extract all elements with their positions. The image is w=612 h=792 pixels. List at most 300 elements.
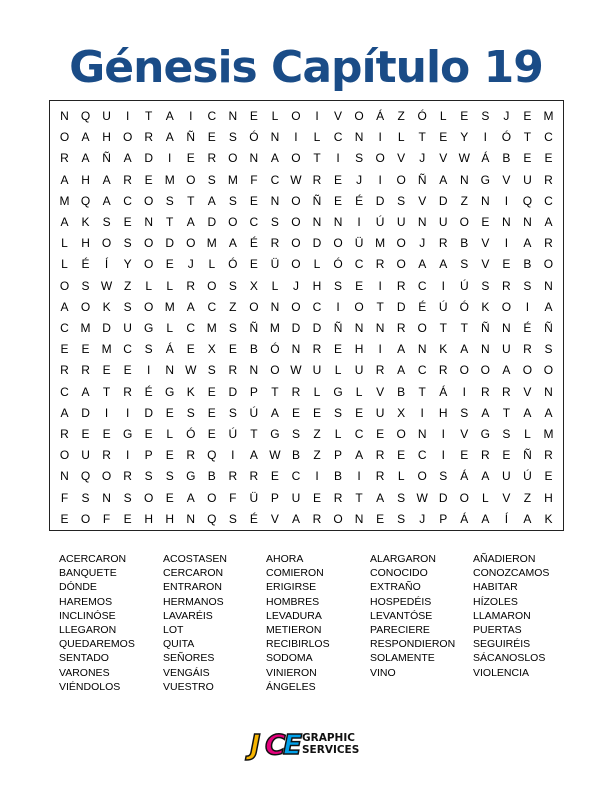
grid-cell[interactable]: Ó <box>249 130 259 145</box>
grid-cell[interactable]: E <box>481 214 490 229</box>
grid-cell[interactable]: E <box>376 511 385 526</box>
grid-cell[interactable]: I <box>504 236 509 251</box>
grid-cell[interactable]: E <box>207 384 216 399</box>
grid-cell[interactable]: N <box>459 172 469 187</box>
grid-cell[interactable]: A <box>418 257 427 272</box>
grid-cell[interactable]: N <box>417 342 427 357</box>
grid-cell[interactable]: D <box>81 405 90 420</box>
grid-cell[interactable]: V <box>481 257 490 272</box>
grid-cell[interactable]: Q <box>207 448 217 463</box>
grid-cell[interactable]: R <box>375 469 385 484</box>
grid-cell[interactable]: T <box>439 320 447 335</box>
grid-cell[interactable]: N <box>544 278 553 293</box>
grid-cell[interactable]: R <box>60 363 69 378</box>
grid-cell[interactable]: Ú <box>438 299 448 314</box>
grid-cell[interactable]: N <box>60 469 69 484</box>
grid-cell[interactable]: Ñ <box>544 320 553 335</box>
grid-cell[interactable]: C <box>207 109 217 123</box>
grid-cell[interactable]: A <box>165 109 174 123</box>
grid-cell[interactable]: S <box>355 151 364 166</box>
grid-cell[interactable]: D <box>312 320 322 335</box>
grid-cell[interactable]: O <box>291 257 301 272</box>
grid-cell[interactable]: C <box>417 448 427 463</box>
grid-cell[interactable]: C <box>60 320 69 335</box>
grid-cell[interactable]: L <box>313 130 321 145</box>
grid-cell[interactable]: S <box>228 130 237 145</box>
grid-cell[interactable]: I <box>378 172 382 187</box>
grid-cell[interactable]: M <box>101 342 112 357</box>
grid-cell[interactable]: É <box>523 320 532 335</box>
grid-cell[interactable]: D <box>144 405 154 420</box>
grid-cell[interactable]: T <box>376 299 384 314</box>
grid-cell[interactable]: D <box>396 299 406 314</box>
grid-cell[interactable]: D <box>291 320 301 335</box>
grid-cell[interactable]: A <box>544 299 553 314</box>
grid-cell[interactable]: R <box>375 257 385 272</box>
grid-cell[interactable]: X <box>249 278 258 293</box>
grid-cell[interactable]: R <box>123 384 132 399</box>
grid-cell[interactable]: O <box>480 363 491 378</box>
grid-cell[interactable]: D <box>375 193 385 208</box>
grid-cell[interactable]: O <box>459 363 469 378</box>
grid-cell[interactable]: N <box>502 214 511 229</box>
grid-cell[interactable]: N <box>249 151 259 166</box>
grid-cell[interactable]: C <box>249 214 259 229</box>
grid-cell[interactable]: O <box>144 257 154 272</box>
grid-cell[interactable]: S <box>460 257 469 272</box>
grid-cell[interactable]: C <box>544 193 553 208</box>
grid-cell[interactable]: I <box>378 342 382 357</box>
grid-cell[interactable]: S <box>334 405 343 420</box>
grid-cell[interactable]: I <box>441 278 445 293</box>
grid-cell[interactable]: E <box>270 469 279 484</box>
grid-cell[interactable]: T <box>271 384 279 399</box>
grid-cell[interactable]: G <box>165 384 175 399</box>
grid-cell[interactable]: L <box>355 384 363 399</box>
grid-cell[interactable]: O <box>80 299 91 314</box>
grid-cell[interactable]: É <box>249 511 258 526</box>
grid-cell[interactable]: I <box>104 405 109 420</box>
grid-cell[interactable]: Ñ <box>249 320 259 335</box>
grid-cell[interactable]: Z <box>229 299 237 314</box>
grid-cell[interactable]: I <box>504 193 509 208</box>
grid-cell[interactable]: M <box>543 109 554 123</box>
grid-cell[interactable]: S <box>207 363 216 378</box>
grid-cell[interactable]: A <box>481 405 490 420</box>
grid-cell[interactable]: G <box>480 426 491 441</box>
grid-cell[interactable]: S <box>228 278 237 293</box>
grid-cell[interactable]: N <box>417 214 427 229</box>
grid-cell[interactable]: U <box>396 214 406 229</box>
grid-cell[interactable]: A <box>376 490 385 505</box>
grid-cell[interactable]: E <box>355 278 364 293</box>
grid-cell[interactable]: O <box>396 172 406 187</box>
grid-cell[interactable]: O <box>144 236 154 251</box>
grid-cell[interactable]: R <box>312 172 322 187</box>
grid-cell[interactable]: A <box>355 448 364 463</box>
grid-cell[interactable]: Q <box>80 109 91 123</box>
grid-cell[interactable]: N <box>144 214 154 229</box>
grid-cell[interactable]: R <box>207 151 217 166</box>
grid-cell[interactable]: A <box>439 172 448 187</box>
grid-cell[interactable]: Ó <box>417 109 427 123</box>
grid-cell[interactable]: R <box>396 320 406 335</box>
grid-cell[interactable]: F <box>250 172 258 187</box>
grid-cell[interactable]: W <box>269 448 281 463</box>
grid-cell[interactable]: C <box>291 469 301 484</box>
grid-cell[interactable]: E <box>102 363 111 378</box>
grid-cell[interactable]: D <box>102 320 111 335</box>
grid-cell[interactable]: O <box>59 130 70 145</box>
grid-cell[interactable]: S <box>523 278 532 293</box>
grid-cell[interactable]: R <box>544 236 553 251</box>
grid-cell[interactable]: H <box>312 278 322 293</box>
grid-cell[interactable]: B <box>502 151 511 166</box>
grid-cell[interactable]: Ü <box>249 490 259 505</box>
grid-cell[interactable]: S <box>228 405 237 420</box>
grid-cell[interactable]: Ñ <box>333 320 343 335</box>
grid-cell[interactable]: A <box>544 405 553 420</box>
grid-cell[interactable]: O <box>291 236 301 251</box>
grid-cell[interactable]: G <box>144 320 154 335</box>
grid-cell[interactable]: L <box>61 257 68 272</box>
grid-cell[interactable]: P <box>144 448 153 463</box>
grid-cell[interactable]: N <box>502 320 511 335</box>
grid-cell[interactable]: E <box>291 405 300 420</box>
grid-cell[interactable]: E <box>186 151 195 166</box>
grid-cell[interactable]: E <box>249 193 258 208</box>
grid-cell[interactable]: A <box>481 469 490 484</box>
grid-cell[interactable]: R <box>523 342 532 357</box>
grid-cell[interactable]: I <box>294 130 298 145</box>
grid-cell[interactable]: A <box>102 172 111 187</box>
grid-cell[interactable]: D <box>438 490 448 505</box>
grid-cell[interactable]: E <box>439 130 448 145</box>
grid-cell[interactable]: G <box>122 426 133 441</box>
grid-cell[interactable]: E <box>544 151 553 166</box>
grid-cell[interactable]: N <box>291 342 301 357</box>
grid-cell[interactable]: V <box>481 236 490 251</box>
grid-cell[interactable]: É <box>144 384 153 399</box>
grid-cell[interactable]: M <box>269 320 280 335</box>
grid-cell[interactable]: A <box>544 214 553 229</box>
grid-cell[interactable]: S <box>165 193 174 208</box>
grid-cell[interactable]: S <box>270 214 279 229</box>
grid-cell[interactable]: U <box>312 363 322 378</box>
grid-cell[interactable]: F <box>229 490 237 505</box>
grid-cell[interactable]: F <box>60 490 69 505</box>
grid-cell[interactable]: L <box>397 469 405 484</box>
grid-cell[interactable]: E <box>123 511 132 526</box>
grid-cell[interactable]: O <box>144 490 154 505</box>
grid-cell[interactable]: U <box>123 320 132 335</box>
grid-cell[interactable]: N <box>312 214 322 229</box>
grid-cell[interactable]: J <box>419 151 426 166</box>
grid-cell[interactable]: M <box>206 320 217 335</box>
grid-cell[interactable]: R <box>375 448 385 463</box>
grid-cell[interactable]: E <box>144 426 153 441</box>
grid-cell[interactable]: N <box>270 193 280 208</box>
grid-cell[interactable]: M <box>375 236 386 251</box>
grid-cell[interactable]: O <box>291 109 301 123</box>
grid-cell[interactable]: Y <box>123 257 132 272</box>
grid-cell[interactable]: G <box>270 426 280 441</box>
grid-cell[interactable]: A <box>228 236 237 251</box>
grid-cell[interactable]: E <box>207 405 216 420</box>
grid-cell[interactable]: C <box>123 193 132 208</box>
grid-cell[interactable]: R <box>502 384 511 399</box>
grid-cell[interactable]: A <box>81 384 90 399</box>
grid-cell[interactable]: H <box>102 130 111 145</box>
grid-cell[interactable]: N <box>375 320 385 335</box>
grid-cell[interactable]: Á <box>460 511 469 526</box>
grid-cell[interactable]: R <box>60 426 69 441</box>
grid-cell[interactable]: S <box>123 490 132 505</box>
grid-cell[interactable]: K <box>481 299 490 314</box>
grid-cell[interactable]: E <box>165 257 174 272</box>
grid-cell[interactable]: O <box>228 151 238 166</box>
grid-cell[interactable]: E <box>60 511 69 526</box>
grid-cell[interactable]: Á <box>460 469 469 484</box>
grid-cell[interactable]: O <box>396 236 406 251</box>
grid-cell[interactable]: É <box>418 299 427 314</box>
grid-cell[interactable]: Í <box>104 257 109 272</box>
grid-cell[interactable]: E <box>207 426 216 441</box>
grid-cell[interactable]: Ñ <box>312 193 322 208</box>
grid-cell[interactable]: K <box>186 384 195 399</box>
grid-cell[interactable]: S <box>460 405 469 420</box>
grid-cell[interactable]: R <box>270 236 280 251</box>
grid-cell[interactable]: S <box>144 469 153 484</box>
grid-cell[interactable]: T <box>355 490 363 505</box>
grid-cell[interactable]: Q <box>522 193 533 208</box>
grid-cell[interactable]: W <box>185 363 197 378</box>
grid-cell[interactable]: E <box>81 342 90 357</box>
grid-cell[interactable]: H <box>81 236 90 251</box>
grid-cell[interactable]: E <box>502 257 511 272</box>
grid-cell[interactable]: A <box>60 214 69 229</box>
grid-cell[interactable]: O <box>270 363 280 378</box>
grid-cell[interactable]: R <box>123 172 132 187</box>
grid-cell[interactable]: Ñ <box>102 151 111 166</box>
grid-cell[interactable]: R <box>502 278 511 293</box>
grid-cell[interactable]: D <box>207 214 217 229</box>
grid-cell[interactable]: P <box>270 490 279 505</box>
grid-cell[interactable]: R <box>291 384 301 399</box>
grid-cell[interactable]: E <box>544 469 553 484</box>
grid-cell[interactable]: E <box>334 172 343 187</box>
grid-cell[interactable]: R <box>396 278 406 293</box>
grid-cell[interactable]: C <box>123 342 132 357</box>
grid-cell[interactable]: L <box>334 363 342 378</box>
grid-cell[interactable]: A <box>123 151 132 166</box>
grid-cell[interactable]: A <box>102 193 111 208</box>
grid-cell[interactable]: V <box>418 193 427 208</box>
grid-cell[interactable]: B <box>291 448 300 463</box>
grid-cell[interactable]: I <box>462 384 466 399</box>
grid-cell[interactable]: E <box>523 151 532 166</box>
grid-cell[interactable]: É <box>81 257 90 272</box>
grid-cell[interactable]: R <box>481 448 490 463</box>
grid-cell[interactable]: L <box>397 130 405 145</box>
grid-cell[interactable]: I <box>336 299 340 314</box>
grid-cell[interactable]: É <box>355 193 364 208</box>
grid-cell[interactable]: Ó <box>270 342 280 357</box>
grid-cell[interactable]: E <box>249 257 258 272</box>
grid-cell[interactable]: N <box>417 426 427 441</box>
grid-cell[interactable]: Z <box>460 193 468 208</box>
grid-cell[interactable]: S <box>186 405 195 420</box>
grid-cell[interactable]: N <box>186 511 196 526</box>
grid-cell[interactable]: E <box>165 448 174 463</box>
grid-cell[interactable]: B <box>249 342 258 357</box>
grid-cell[interactable]: T <box>523 130 532 145</box>
grid-cell[interactable]: R <box>81 363 90 378</box>
grid-cell[interactable]: E <box>123 363 132 378</box>
grid-cell[interactable]: V <box>502 490 511 505</box>
grid-cell[interactable]: A <box>186 490 195 505</box>
grid-cell[interactable]: R <box>60 151 69 166</box>
grid-cell[interactable]: O <box>144 299 154 314</box>
grid-cell[interactable]: A <box>186 299 195 314</box>
grid-cell[interactable]: O <box>417 320 427 335</box>
grid-cell[interactable]: O <box>522 363 533 378</box>
grid-cell[interactable]: I <box>525 299 530 314</box>
grid-cell[interactable]: L <box>166 320 174 335</box>
grid-cell[interactable]: M <box>80 320 91 335</box>
grid-cell[interactable]: Q <box>80 469 91 484</box>
grid-cell[interactable]: Z <box>523 490 532 505</box>
grid-cell[interactable]: V <box>460 426 469 441</box>
grid-cell[interactable]: T <box>502 405 511 420</box>
grid-cell[interactable]: J <box>187 257 194 272</box>
grid-cell[interactable]: C <box>417 363 427 378</box>
grid-cell[interactable]: G <box>480 172 491 187</box>
grid-cell[interactable]: Q <box>207 511 217 526</box>
grid-cell[interactable]: O <box>396 426 406 441</box>
grid-cell[interactable]: Q <box>80 193 91 208</box>
grid-cell[interactable]: A <box>165 130 174 145</box>
grid-cell[interactable]: L <box>313 257 321 272</box>
grid-cell[interactable]: A <box>81 130 90 145</box>
grid-cell[interactable]: S <box>123 236 132 251</box>
grid-cell[interactable]: A <box>523 511 532 526</box>
grid-cell[interactable]: I <box>231 448 235 463</box>
grid-cell[interactable]: Ú <box>228 426 238 441</box>
grid-cell[interactable]: S <box>207 172 216 187</box>
grid-cell[interactable]: E <box>228 342 237 357</box>
grid-cell[interactable]: O <box>501 299 512 314</box>
grid-cell[interactable]: D <box>228 384 238 399</box>
grid-cell[interactable]: O <box>228 214 238 229</box>
grid-cell[interactable]: E <box>102 426 111 441</box>
grid-cell[interactable]: D <box>144 151 154 166</box>
grid-cell[interactable]: W <box>458 151 470 166</box>
grid-cell[interactable]: W <box>100 278 113 293</box>
grid-cell[interactable]: T <box>145 109 153 123</box>
grid-cell[interactable]: T <box>313 151 321 166</box>
grid-cell[interactable]: S <box>165 469 174 484</box>
grid-cell[interactable]: S <box>81 278 90 293</box>
grid-cell[interactable]: R <box>544 448 553 463</box>
grid-cell[interactable]: W <box>290 363 302 378</box>
grid-cell[interactable]: I <box>315 469 319 484</box>
grid-cell[interactable]: U <box>102 109 111 123</box>
grid-cell[interactable]: C <box>354 257 364 272</box>
grid-cell[interactable]: I <box>125 405 130 420</box>
grid-cell[interactable]: L <box>145 278 153 293</box>
grid-cell[interactable]: T <box>418 384 426 399</box>
grid-cell[interactable]: C <box>417 278 427 293</box>
grid-cell[interactable]: C <box>186 320 196 335</box>
grid-cell[interactable]: E <box>334 342 343 357</box>
grid-cell[interactable]: O <box>59 278 70 293</box>
grid-cell[interactable]: R <box>312 342 322 357</box>
grid-cell[interactable]: S <box>502 426 511 441</box>
grid-cell[interactable]: B <box>207 469 216 484</box>
grid-cell[interactable]: N <box>165 363 175 378</box>
grid-cell[interactable]: N <box>333 214 343 229</box>
grid-cell[interactable]: A <box>397 363 406 378</box>
grid-cell[interactable]: H <box>81 172 90 187</box>
grid-cell[interactable]: A <box>60 172 69 187</box>
grid-cell[interactable]: K <box>544 511 553 526</box>
grid-cell[interactable]: O <box>375 151 385 166</box>
grid-cell[interactable]: O <box>186 236 196 251</box>
grid-cell[interactable]: L <box>524 426 531 441</box>
grid-cell[interactable]: S <box>397 490 406 505</box>
grid-cell[interactable]: A <box>207 193 216 208</box>
grid-cell[interactable]: N <box>354 511 364 526</box>
grid-cell[interactable]: O <box>144 193 154 208</box>
grid-cell[interactable]: M <box>164 172 175 187</box>
grid-cell[interactable]: E <box>249 109 258 123</box>
grid-cell[interactable]: J <box>503 109 510 123</box>
grid-cell[interactable]: R <box>186 278 196 293</box>
grid-cell[interactable]: E <box>123 214 132 229</box>
grid-cell[interactable]: A <box>81 151 90 166</box>
grid-cell[interactable]: N <box>481 342 490 357</box>
grid-cell[interactable]: I <box>441 448 445 463</box>
grid-cell[interactable]: Á <box>481 151 490 166</box>
grid-cell[interactable]: E <box>460 448 469 463</box>
grid-cell[interactable]: N <box>270 299 280 314</box>
grid-cell[interactable]: V <box>523 384 532 399</box>
grid-cell[interactable]: I <box>357 214 361 229</box>
grid-cell[interactable]: J <box>419 236 426 251</box>
grid-cell[interactable]: H <box>165 511 175 526</box>
grid-cell[interactable]: X <box>397 405 406 420</box>
grid-cell[interactable]: C <box>60 384 69 399</box>
grid-cell[interactable]: D <box>312 236 322 251</box>
grid-cell[interactable]: S <box>291 426 300 441</box>
grid-cell[interactable]: P <box>439 511 448 526</box>
grid-cell[interactable]: K <box>81 214 90 229</box>
grid-cell[interactable]: O <box>459 490 469 505</box>
grid-cell[interactable]: J <box>292 278 299 293</box>
grid-cell[interactable]: D <box>165 236 175 251</box>
grid-cell[interactable]: D <box>438 193 448 208</box>
grid-cell[interactable]: S <box>123 299 132 314</box>
grid-cell[interactable]: A <box>60 299 69 314</box>
grid-cell[interactable]: V <box>270 511 279 526</box>
grid-cell[interactable]: U <box>502 342 511 357</box>
grid-cell[interactable]: Ú <box>459 278 469 293</box>
grid-cell[interactable]: R <box>333 490 343 505</box>
grid-cell[interactable]: T <box>418 130 426 145</box>
grid-cell[interactable]: L <box>61 236 68 251</box>
grid-cell[interactable]: E <box>207 130 216 145</box>
